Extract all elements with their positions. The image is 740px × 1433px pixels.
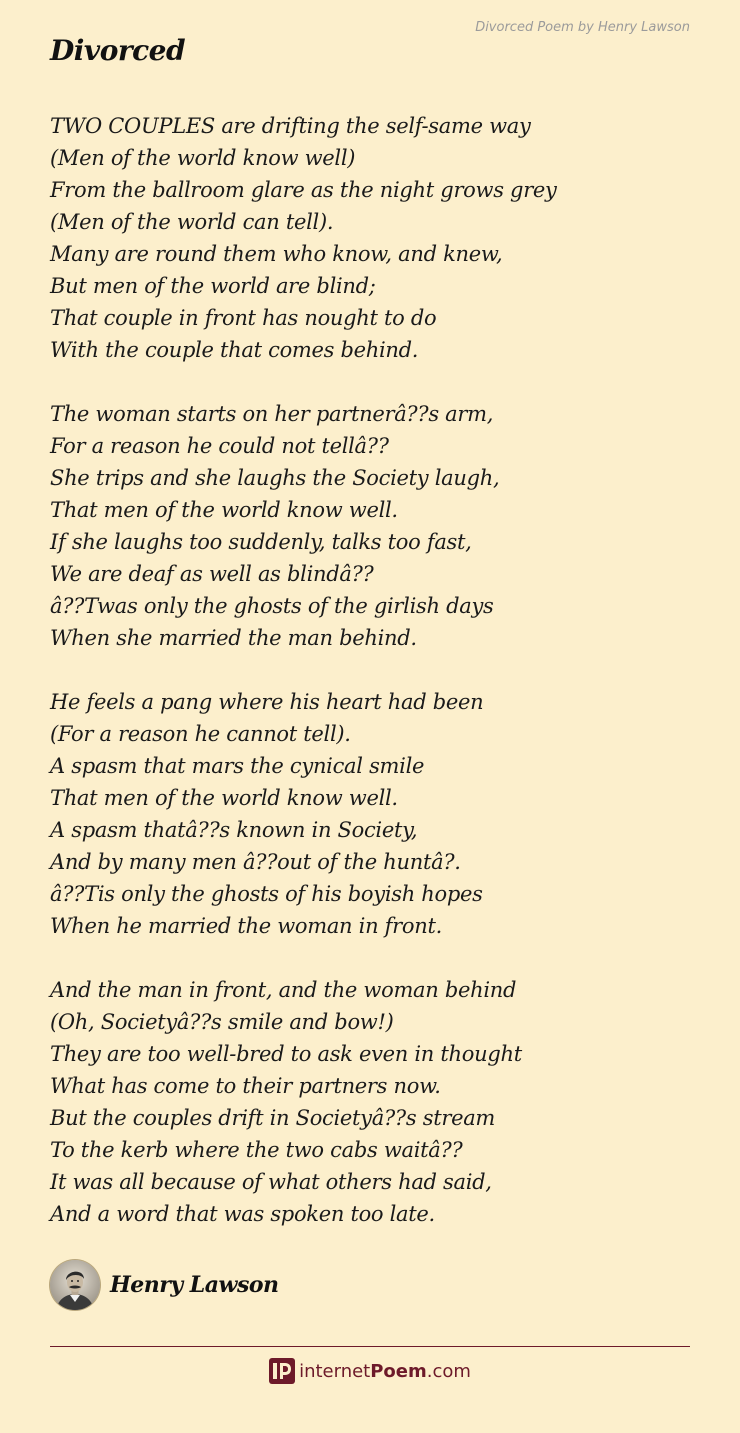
poem-line: It was all because of what others had said,: [50, 1170, 492, 1194]
poem-line: (Oh, Societyâ??s smile and bow!): [50, 1010, 394, 1034]
poem-line: To the kerb where the two cabs waitâ??: [50, 1138, 463, 1162]
poem-line: And by many men â??out of the huntâ?.: [50, 850, 461, 874]
poem-line: From the ballroom glare as the night grows grey: [50, 178, 557, 202]
header-credit: Divorced Poem by Henry Lawson: [475, 20, 690, 35]
poem-line: And a word that was spoken too late.: [50, 1202, 435, 1226]
logo-text-poem: Poem: [370, 1360, 427, 1382]
internetpoem-logo-icon: [269, 1358, 295, 1384]
stanza-1: [50, 110, 710, 366]
logo-text-com: .com: [426, 1360, 471, 1382]
logo-wordmark: [299, 1361, 471, 1382]
poem-line: What has come to their partners now.: [50, 1074, 441, 1098]
poem-body: [50, 110, 710, 1262]
poem-line: Many are round them who know, and knew,: [50, 242, 503, 266]
author-avatar[interactable]: [50, 1260, 100, 1310]
poem-line: That couple in front has nought to do: [50, 306, 437, 330]
logo-text-internet: internet: [299, 1360, 371, 1382]
poem-line: With the couple that comes behind.: [50, 338, 419, 362]
stanza-3: [50, 686, 710, 942]
poem-line: For a reason he could not tellâ??: [50, 434, 389, 458]
poem-line: The woman starts on her partnerâ??s arm,: [50, 402, 494, 426]
poem-line: But men of the world are blind;: [50, 274, 376, 298]
poem-line: She trips and she laughs the Society laugh,: [50, 466, 500, 490]
poem-line: If she laughs too suddenly, talks too fast,: [50, 530, 472, 554]
stanza-2: [50, 398, 710, 654]
poem-line: But the couples drift in Societyâ??s stream: [50, 1106, 496, 1130]
footer-divider: [50, 1346, 690, 1347]
poem-line: (Men of the world know well): [50, 146, 356, 170]
poem-line: And the man in front, and the woman behind: [50, 978, 517, 1002]
poem-line: â??Tis only the ghosts of his boyish hopes: [50, 882, 483, 906]
poem-line: When he married the woman in front.: [50, 914, 442, 938]
poem-line: When she married the man behind.: [50, 626, 417, 650]
poem-line: That men of the world know well.: [50, 786, 398, 810]
author-name-link[interactable]: Henry Lawson: [110, 1272, 279, 1298]
poem-line: A spasm thatâ??s known in Society,: [50, 818, 418, 842]
author-block[interactable]: [50, 1260, 279, 1310]
poem-line: (Men of the world can tell).: [50, 210, 334, 234]
poem-line: They are too well-bred to ask even in thought: [50, 1042, 522, 1066]
poem-line: That men of the world know well.: [50, 498, 398, 522]
poem-line: He feels a pang where his heart had been: [50, 690, 484, 714]
author-portrait-icon: [50, 1260, 100, 1310]
stanza-4: [50, 974, 710, 1230]
poem-line: (For a reason he cannot tell).: [50, 722, 351, 746]
poem-line: A spasm that mars the cynical smile: [50, 754, 425, 778]
poem-line: We are deaf as well as blindâ??: [50, 562, 374, 586]
poem-title: Divorced: [50, 34, 186, 67]
poem-line: TWO COUPLES are drifting the self-same way: [50, 114, 531, 138]
site-logo[interactable]: [0, 1358, 740, 1384]
poem-line: â??Twas only the ghosts of the girlish days: [50, 594, 494, 618]
